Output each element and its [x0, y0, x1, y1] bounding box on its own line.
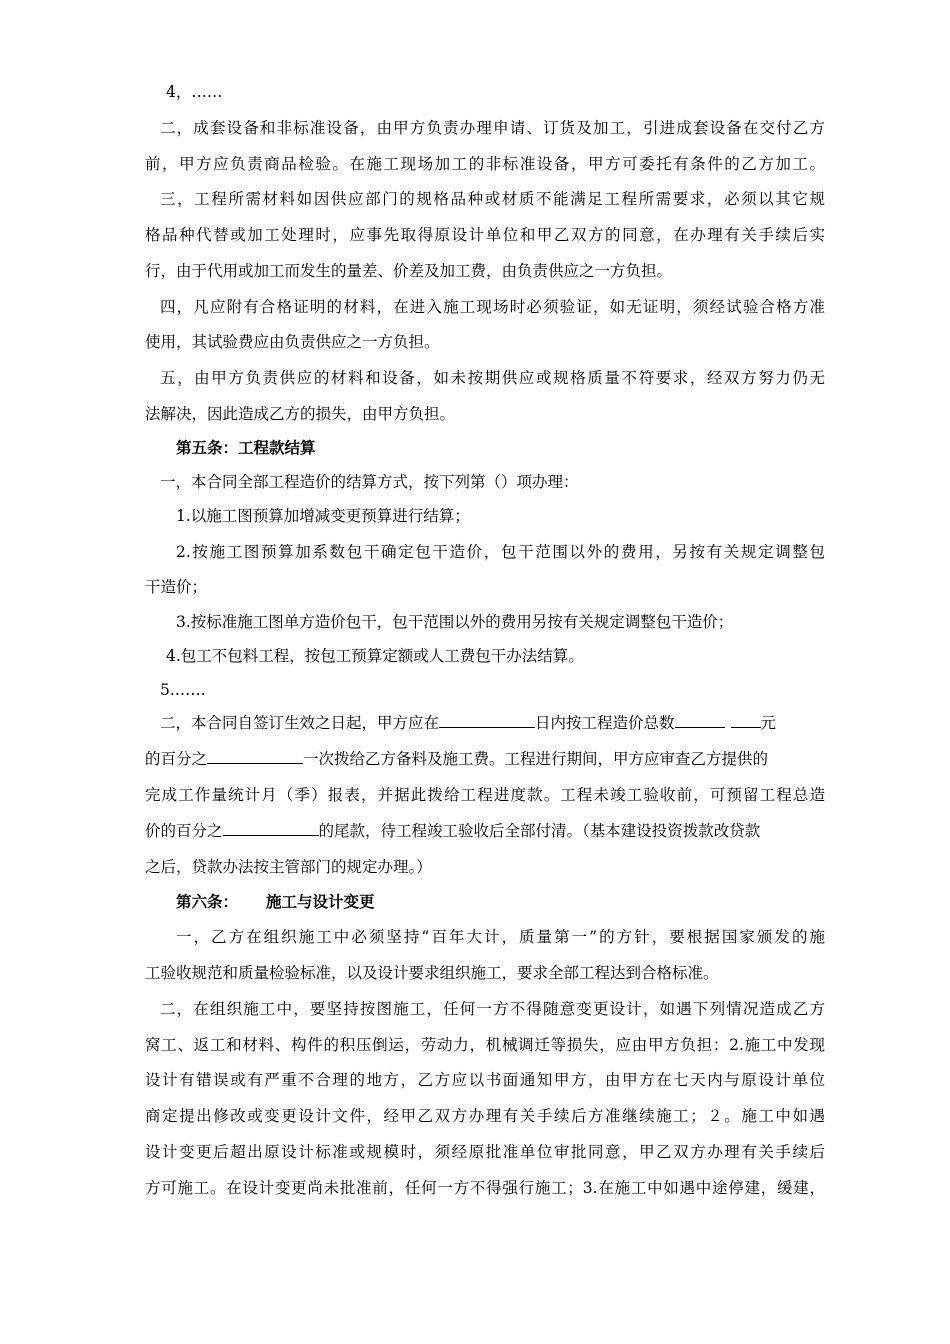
paragraph-line: 干造价；: [145, 578, 208, 596]
paragraph-line: 二，成套设备和非标准设备，由甲方负责办理申请、订货及加工，引进成套设备在交付乙方: [160, 119, 825, 137]
fill-blank-percent[interactable]: [207, 749, 303, 764]
paragraph-line: 窝工、返工和材料、构件的积压倒运，劳动力，机械调迁等损失，应由甲方负担：2.施工中发现: [145, 1036, 825, 1054]
line-text: 的百分之: [145, 750, 208, 768]
paragraph-line: 五，由甲方负责供应的材料和设备，如未按期供应或规格质量不符要求，经双方努力仍无: [160, 369, 825, 387]
paragraph-line: 使用，其试验费应由负责供应之一方负担。: [145, 333, 440, 351]
paragraph-line: 三，工程所需材料如因供应部门的规格品种或材质不能满足工程所需要求，必须以其它规: [160, 190, 825, 208]
line-text: 的尾款，待工程竣工验收后全部付清。（基本建设投资拨款改贷款: [318, 822, 761, 840]
paragraph-line: 二，在组织施工中，要坚持按图施工，任何一方不得随意变更设计，如遇下列情况造成乙方: [160, 1000, 825, 1018]
paragraph-line: 4，……: [166, 83, 223, 101]
line-text: 二，本合同自签订生效之日起，甲方应在: [160, 714, 440, 732]
paragraph-line: 四，凡应附有合格证明的材料，在进入施工现场时必须验证，如无证明，须经试验合格方准: [160, 298, 825, 316]
paragraph-line: 前，甲方应负责商品检验。在施工现场加工的非标准设备，甲方可委托有条件的乙方加工。: [145, 155, 825, 173]
line-text: 元: [760, 714, 777, 732]
paragraph-line: 行，由于代用或加工而发生的量差、价差及加工费，由负责供应之一方负担。: [145, 262, 673, 280]
paragraph-line: 3.按标准施工图单方造价包干，包干范围以外的费用另按有关规定调整包干造价；: [176, 613, 734, 631]
paragraph-line: 设计变更后超出原设计标准或规模时，须经原批准单位审批同意，甲乙双方办理有关手续后: [145, 1143, 825, 1161]
paragraph-line: 4.包工不包料工程，按包工预算定额或人工费包干办法结算。: [166, 647, 584, 665]
section-heading-6: [176, 892, 825, 912]
paragraph-line: 1.以施工图预算加增减变更预算进行结算；: [176, 507, 470, 525]
paragraph-line: 2.按施工图预算加系数包干确定包干造价，包干范围以外的费用，另按有关规定调整包: [176, 543, 825, 561]
fill-blank-days[interactable]: [439, 713, 535, 728]
paragraph-line: [145, 749, 825, 769]
paragraph-line: 一，乙方在组织施工中必须坚持“百年大计，质量第一”的方针，要根据国家颁发的施: [176, 928, 825, 946]
paragraph-line: 一，本合同全部工程造价的结算方式，按下列第（）项办理：: [160, 473, 579, 491]
paragraph-line: 之后，贷款办法按主管部门的规定办理。）: [145, 858, 432, 876]
line-text: 价的百分之: [145, 822, 223, 840]
line-text: 一次拨给乙方备料及施工费。工程进行期间，甲方应审查乙方提供的: [303, 750, 769, 768]
paragraph-line: 5.……: [160, 681, 206, 699]
line-text: 日内按工程造价总数: [535, 714, 675, 732]
paragraph-line: [145, 821, 825, 841]
paragraph-line: 法解决，因此造成乙方的损失，由甲方负担。: [145, 405, 456, 423]
paragraph-line: [160, 713, 825, 733]
paragraph-line: 完成工作量统计月（季）报表，并据此拨给工程进度款。工程未竣工验收前，可预留工程总造: [145, 786, 825, 804]
fill-blank-total[interactable]: [675, 713, 725, 728]
heading-title: 施工与设计变更: [266, 892, 375, 911]
paragraph-line: 格品种代替或加工处理时，应事先取得原设计单位和甲乙双方的同意，在办理有关手续后实: [145, 226, 825, 244]
paragraph-line: 商定提出修改或变更设计文件，经甲乙双方办理有关手续后方准继续施工；２。施工中如遇: [145, 1107, 825, 1125]
paragraph-line: 设计有错误或有严重不合理的地方，乙方应以书面通知甲方，由甲方在七天内与原设计单位: [145, 1071, 825, 1089]
paragraph-line: 工验收规范和质量检验标准，以及设计要求组织施工，要求全部工程达到合格标准。: [145, 964, 719, 982]
heading-number: 第六条：: [176, 892, 239, 911]
paragraph-line: 方可施工。在设计变更尚未批准前，任何一方不得强行施工；3.在施工中如遇中途停建，缓建，: [145, 1179, 825, 1197]
fill-blank-total-2[interactable]: [731, 713, 761, 728]
section-heading-5: 第五条：工程款结算: [176, 438, 316, 457]
fill-blank-retention[interactable]: [223, 821, 319, 836]
